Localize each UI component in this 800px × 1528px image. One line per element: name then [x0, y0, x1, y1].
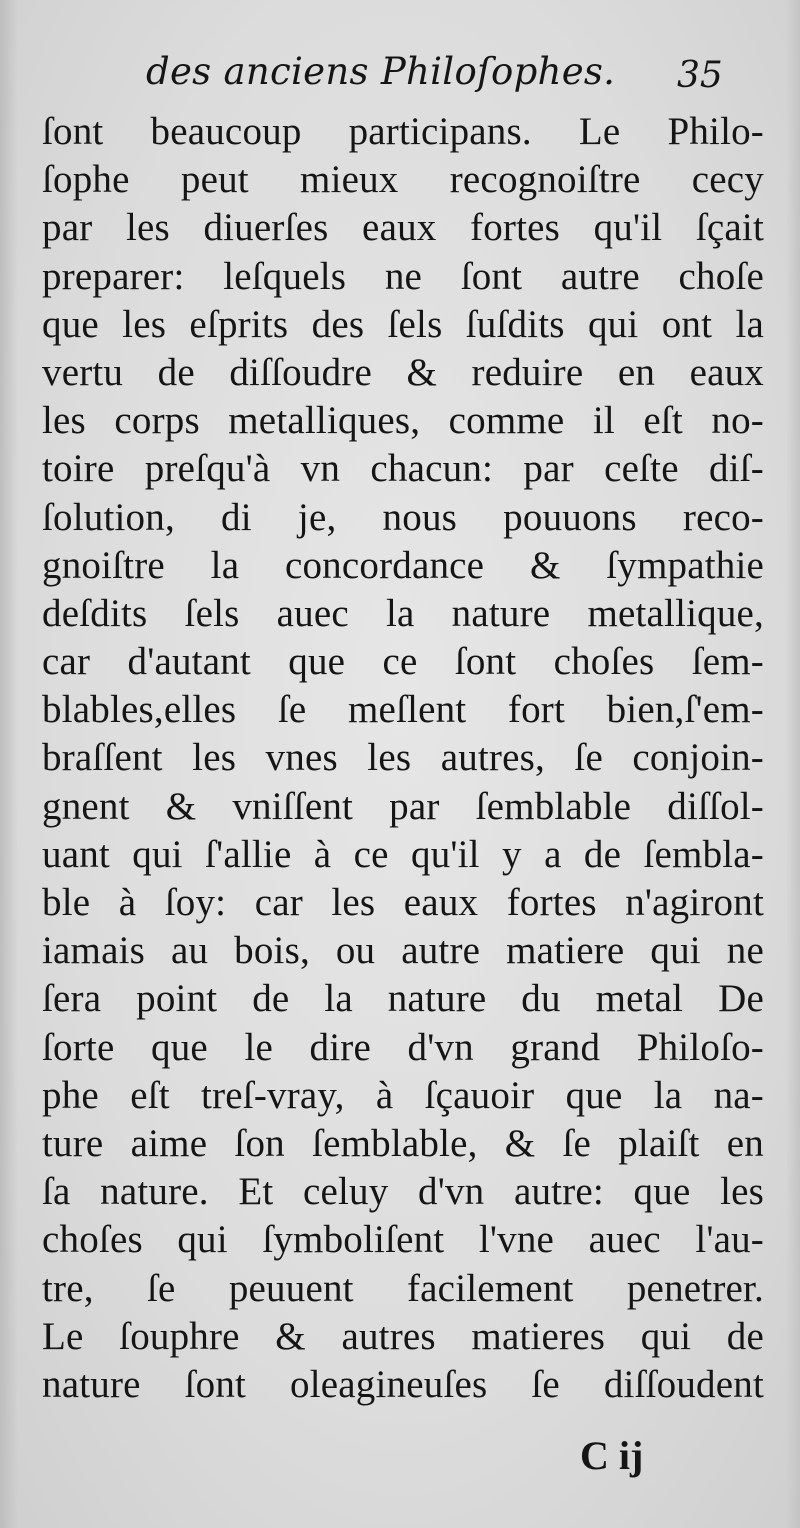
text-line: ture aime ſon ſemblable, & ſe plaiſt en: [42, 1121, 764, 1165]
text-line: gnoiſtre la concordance & ſympathie: [42, 543, 764, 587]
text-line: gnent & vniſſent par ſemblable diſſol-: [42, 784, 764, 828]
text-line: choſes qui ſymboliſent l'vne auec l'au-: [42, 1218, 764, 1262]
text-line: toire preſqu'à vn chacun: par ceſte diſ-: [42, 447, 764, 491]
page-number: 35: [677, 55, 723, 96]
text-line: uant qui ſ'allie à ce qu'il y a de ſembla-: [42, 832, 764, 876]
text-line: ſa nature. Et celuy d'vn autre: que les: [42, 1170, 764, 1214]
text-line: blables,elles ſe meſlent fort bien,ſ'em-: [42, 688, 764, 732]
text-line: ſophe peut mieux recognoiſtre cecy: [42, 158, 764, 202]
text-line: ſont beaucoup participans. Le Philo-: [42, 110, 764, 153]
page-header: [146, 48, 766, 104]
text-line: les corps metalliques, comme il eſt no-: [42, 399, 764, 443]
body-text: [42, 108, 764, 1409]
text-line: ſorte que le dire d'vn grand Philoſo-: [42, 1025, 764, 1069]
page-edge-shadow-right: [786, 0, 800, 1528]
text-line: ble à ſoy: car les eaux fortes n'agiront: [42, 881, 764, 924]
running-head: des anciens Philoſophes.: [146, 50, 616, 93]
text-line: deſdits ſels auec la nature metallique,: [42, 591, 764, 635]
text-line: phe eſt treſ-vray, à ſçauoir que la na-: [42, 1073, 764, 1117]
text-line: ſera point de la nature du metal De: [42, 977, 764, 1021]
text-line: braſſent les vnes les autres, ſe conjoin-: [42, 736, 764, 780]
text-line: que les eſprits des ſels ſuſdits qui ont la: [42, 302, 764, 346]
text-line: nature ſont oleagineuſes ſe diſſoudent: [42, 1362, 764, 1406]
signature-mark: C ij: [580, 1433, 644, 1478]
text-line: tre, ſe peuuent facilement penetrer.: [42, 1266, 764, 1310]
text-line: ſolution, di je, nous pouuons reco-: [42, 495, 764, 539]
text-line: car d'autant que ce ſont choſes ſem-: [42, 640, 764, 684]
text-line: vertu de diſſoudre & reduire en eaux: [42, 350, 764, 394]
text-line: preparer: leſquels ne ſont autre choſe: [42, 254, 764, 298]
text-line: Le ſouphre & autres matieres qui de: [42, 1314, 764, 1358]
text-line: iamais au bois, ou autre matiere qui ne: [42, 929, 764, 973]
page-edge-shadow-left: [0, 0, 18, 1528]
text-line: par les diuerſes eaux fortes qu'il ſçait: [42, 206, 764, 250]
